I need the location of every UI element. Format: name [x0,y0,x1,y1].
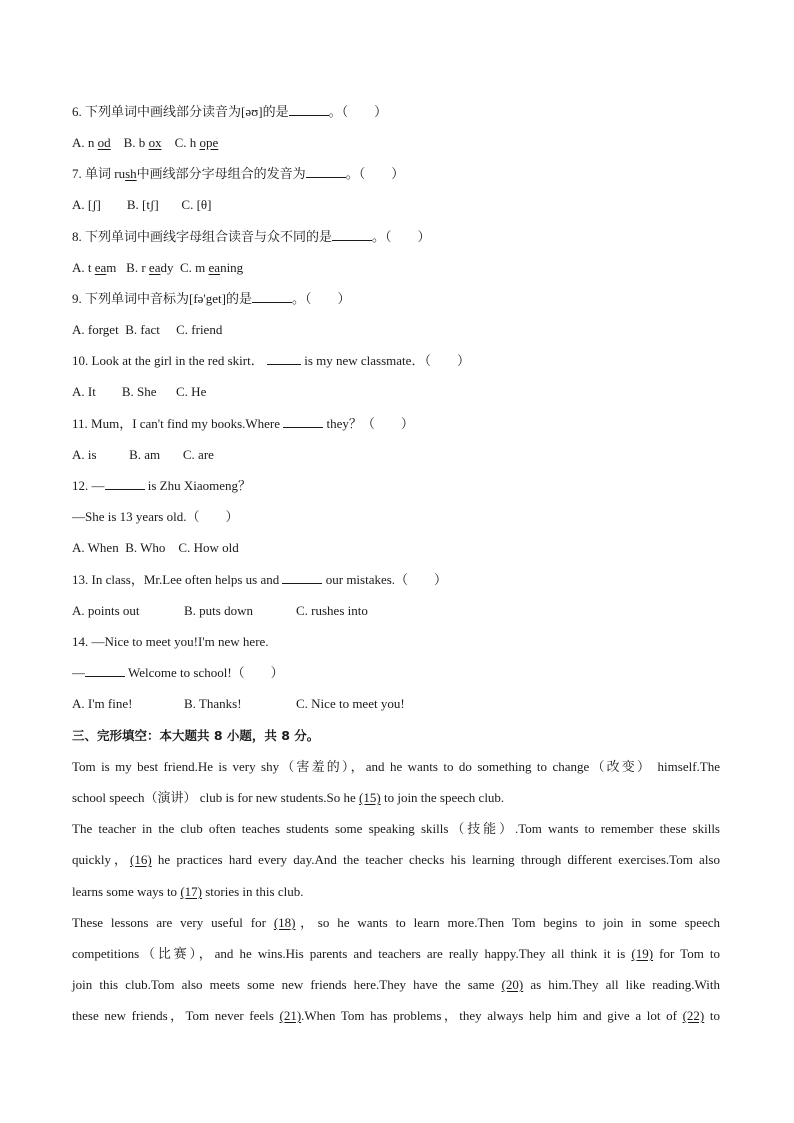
question-7-stem: 7. 单词 rush中画线部分字母组合的发音为 。（ ） [72,166,405,181]
passage-line: these new friends，Tom never feels (21).When Tom has problems，they always help him and give a lot of (22) to [72,1008,720,1023]
answer-blank [85,664,125,677]
question-9-stem: 9. 下列单词中音标为[fə'get]的是 。（ ） [72,291,351,306]
question-6-stem: 6. 下列单词中画线部分读音为[əʊ]的是 。（ ） [72,104,388,119]
answer-blank [267,352,301,365]
question-12-options [72,539,239,557]
passage-line: join this club.Tom also meets some new friends here.They have the same (20) as him.They all like reading.With [72,977,720,992]
blank-20: (20) [501,977,524,992]
question-11-stem: 11. Mum，I can't find my books.Where they？（ ） [72,416,414,431]
option-a: A. [ʃ] [72,197,101,212]
question-10-stem: 10. Look at the girl in the red skirt． is my new classmate．（ ） [72,353,470,368]
passage-line: Tom is my best friend.He is very shy（害羞的），and he wants to do something to change（改变） himself.The [72,759,720,774]
option-b: B. Thanks! [184,696,242,711]
question-8-options [72,259,243,277]
question-11-options [72,446,214,464]
question-12-answer: —She is 13 years old.（ ） [72,509,239,524]
option-b: B. r eady [126,260,174,275]
section-heading: 三、完形填空：本大题共 8 小题，共 8 分。 [72,728,320,743]
option-a: A. is [72,447,97,462]
option-c: C. are [182,447,214,462]
option-c: C. friend [176,322,223,337]
option-c: C. m eaning [179,260,244,275]
question-10-options [72,383,206,401]
blank-18: (18) [273,915,296,930]
passage-line: The teacher in the club often teaches students some speaking skills（技能）.Tom wants to remember these skills [72,821,720,836]
option-c: C. He [176,384,207,399]
option-a: A. points out [72,603,140,618]
option-a: A. t eam [72,260,117,275]
question-14-line: 14. —Nice to meet you!I'm new here. [72,634,269,649]
question-13-options [72,602,368,620]
option-b: B. fact [125,322,160,337]
answer-blank [282,571,322,584]
question-14-stem: — Welcome to school!（ ） [72,665,284,680]
option-c: C. rushes into [296,603,368,618]
question-7-options [72,196,211,214]
option-b: B. Who [125,540,166,555]
blank-19: (19) [631,946,654,961]
option-a: A. When [72,540,119,555]
option-a: A. I'm fine! [72,696,133,711]
option-c: C. Nice to meet you! [296,696,405,711]
option-c: C. h ope [174,135,219,150]
option-b: B. am [129,447,161,462]
blank-21: (21) [279,1008,302,1023]
option-a: A. n od [72,135,111,150]
option-b: B. b ox [123,135,162,150]
question-14-options [72,695,405,713]
option-b: B. puts down [184,603,253,618]
question-8-stem: 8. 下列单词中画线字母组合读音与众不同的是 。（ ） [72,229,431,244]
option-a: A. forget [72,322,119,337]
question-6-options [72,134,218,152]
option-b: B. She [121,384,157,399]
answer-blank [283,415,323,428]
blank-22: (22) [682,1008,705,1023]
answer-blank [332,228,372,241]
answer-blank [306,165,346,178]
option-c: C. How old [178,540,239,555]
option-a: A. It [72,384,96,399]
option-c: C. [θ] [181,197,212,212]
passage-line: competitions（比赛），and he wins.His parents and teachers are really happy.They all think it is (19) for Tom to [72,946,720,961]
answer-blank [289,103,329,116]
passage-line: These lessons are very useful for (18)，so he wants to learn more.Then Tom begins to join in some speech [72,915,721,930]
answer-blank [252,290,292,303]
question-9-options [72,321,222,339]
option-b: B. [tʃ] [126,197,159,212]
blank-15: (15) [359,790,381,805]
question-12-stem: 12. — is Zhu Xiaomeng？ [72,478,252,493]
blank-16: (16) [129,852,152,867]
passage-line: quickly，(16) he practices hard every day.And the teacher checks his learning through different exercises.Tom also [72,852,720,867]
blank-17: (17) [180,884,202,899]
passage-line: learns some ways to (17) stories in this club. [72,884,304,899]
question-13-stem: 13. In class，Mr.Lee often helps us and our mistakes.（ ） [72,572,448,587]
answer-blank [105,477,145,490]
passage-line: school speech（演讲） club is for new students.So he (15) to join the speech club. [72,790,505,805]
